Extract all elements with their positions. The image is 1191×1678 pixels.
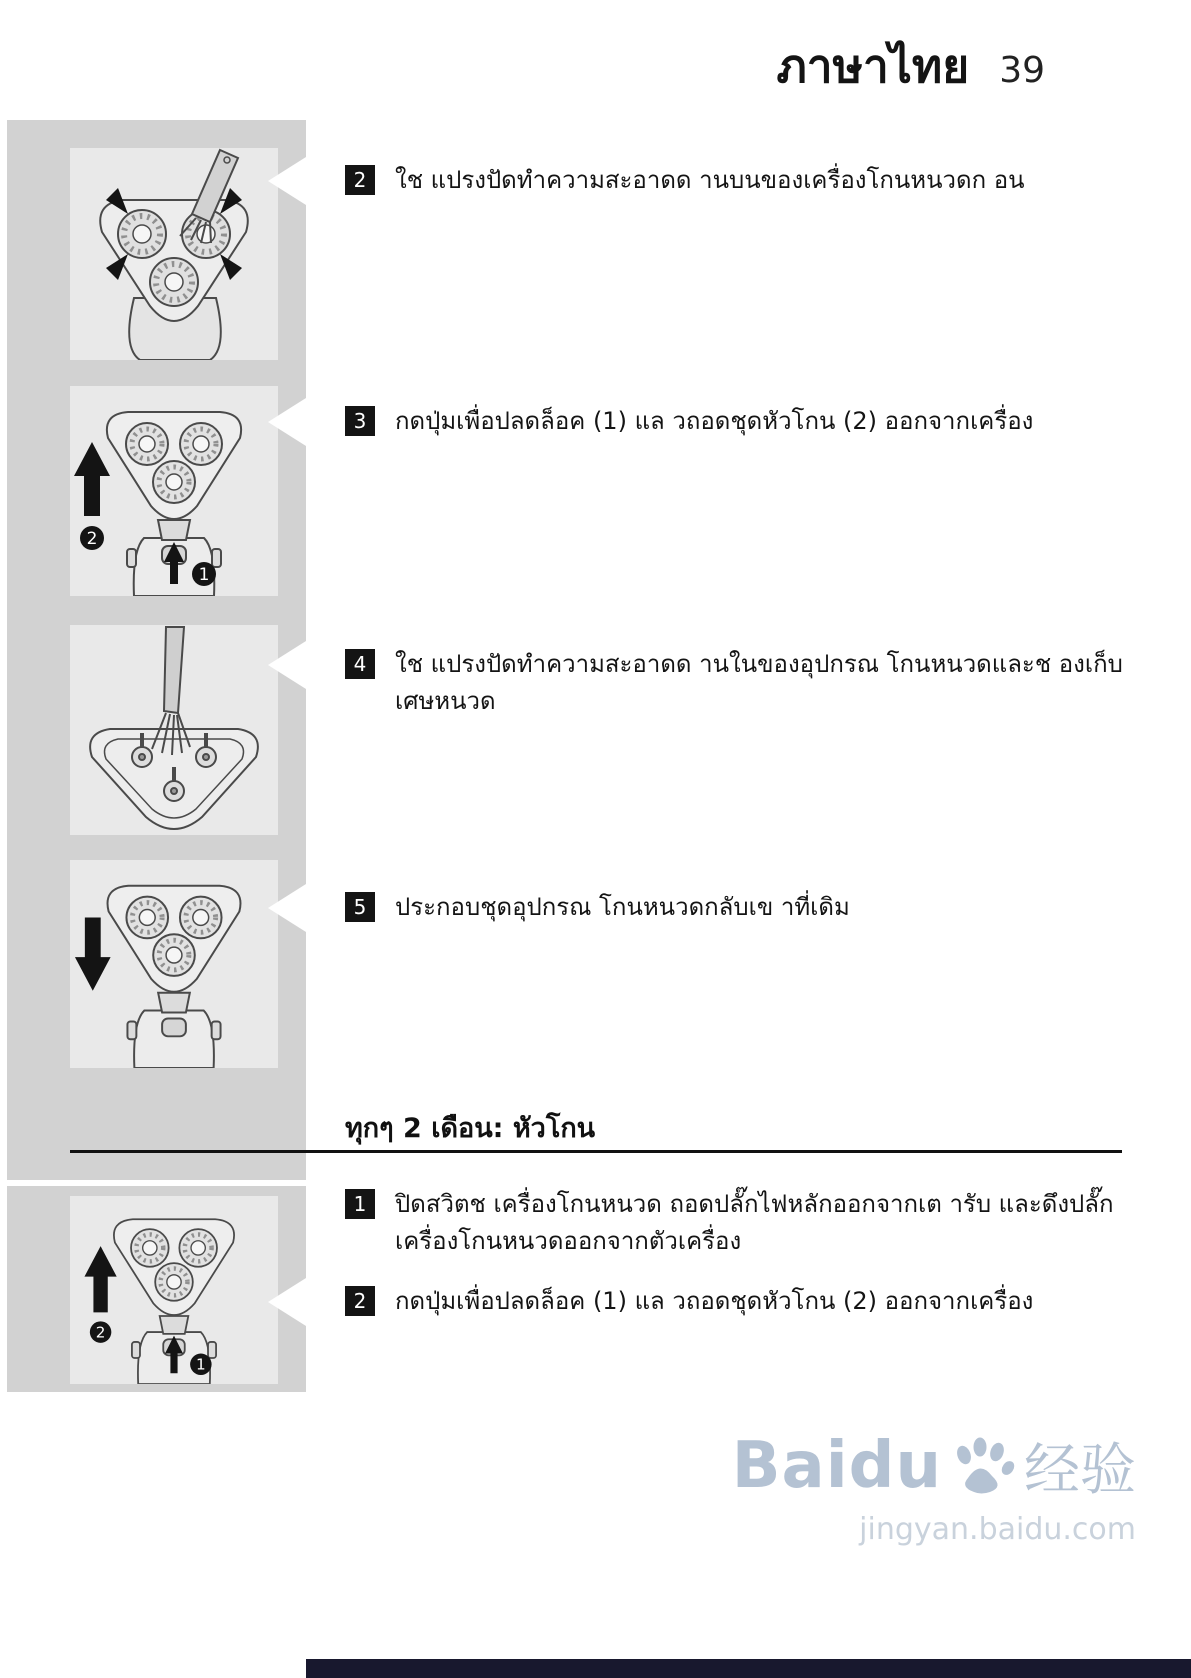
callout-1-badge: [190, 1354, 211, 1375]
figure-pointer: [268, 884, 306, 932]
step-number-badge: 5: [345, 892, 375, 922]
figure-pointer: [268, 1278, 306, 1326]
step-number-badge: 4: [345, 649, 375, 679]
callout-1-badge: [192, 562, 216, 586]
page-header: [776, 30, 1045, 103]
up-arrow-icon: [84, 1246, 116, 1312]
step-row: [345, 889, 1125, 926]
figure-pointer: [268, 641, 306, 689]
step-text: ปิดสวิตช เครื่องโกนหนวด ถอดปลั๊กไฟหลักออกจากเต ารับ และดึงปลั๊กเครื่องโกนหนวดออกจากตัวเครื่อง: [395, 1190, 1114, 1255]
watermark-brand: Baidu: [731, 1429, 942, 1503]
figure-clean-inside: [70, 625, 278, 835]
page-number: 39: [999, 50, 1045, 91]
step-number-badge: 2: [345, 165, 375, 195]
watermark-url: jingyan.baidu.com: [859, 1512, 1136, 1547]
callout-2-badge: [80, 526, 104, 550]
step-row: [345, 646, 1125, 720]
section-heading: ทุกๆ 2 เดือน: หัวโกน: [345, 1113, 596, 1144]
baidu-watermark: [732, 1426, 1136, 1547]
step-row: [345, 1283, 1125, 1320]
step-number-badge: 2: [345, 1286, 375, 1316]
figure-remove-head: [70, 386, 278, 596]
figure-remove-head-2: [70, 1196, 278, 1384]
figure-clean-shaver-top: [70, 148, 278, 360]
figure-pointer: [268, 398, 306, 446]
svg-text:2: 2: [95, 1323, 106, 1342]
svg-text:2: 2: [86, 529, 98, 549]
figure-pointer: [268, 157, 306, 205]
step-text: กดปุ่มเพื่อปลดล็อค (1) แล วถอดชุดหัวโกน (2) ออกจากเครื่อง: [395, 407, 1034, 435]
watermark-suffix: 经验: [1024, 1438, 1136, 1503]
step-number-badge: 1: [345, 1189, 375, 1219]
svg-text:1: 1: [196, 1355, 206, 1374]
figure-reattach-head: [70, 860, 278, 1068]
step-text: กดปุ่มเพื่อปลดล็อค (1) แล วถอดชุดหัวโกน (2) ออกจากเครื่อง: [395, 1287, 1034, 1315]
step-text: ใช แปรงปัดทำความสะอาดด านบนของเครื่องโกนหนวดก อน: [395, 166, 1025, 194]
step-number-badge: 3: [345, 406, 375, 436]
step-row: [345, 1186, 1125, 1260]
down-arrow-icon: [75, 917, 111, 990]
step-text: ประกอบชุดอุปกรณ โกนหนวดกลับเข าที่เดิม: [395, 893, 850, 921]
step-row: [345, 162, 1125, 199]
baidu-paw-icon: [950, 1437, 1016, 1495]
step-row: [345, 403, 1125, 440]
callout-2-badge: [90, 1321, 111, 1342]
svg-text:1: 1: [198, 565, 210, 585]
bottom-bar: [306, 1659, 1191, 1678]
step-text: ใช แปรงปัดทำความสะอาดด านในของอุปกรณ โกนหนวดและช องเก็บเศษหนวด: [395, 650, 1123, 715]
page-title: ภาษาไทย: [776, 39, 970, 93]
up-arrow-icon: [74, 442, 110, 516]
section-divider: [70, 1150, 1122, 1153]
